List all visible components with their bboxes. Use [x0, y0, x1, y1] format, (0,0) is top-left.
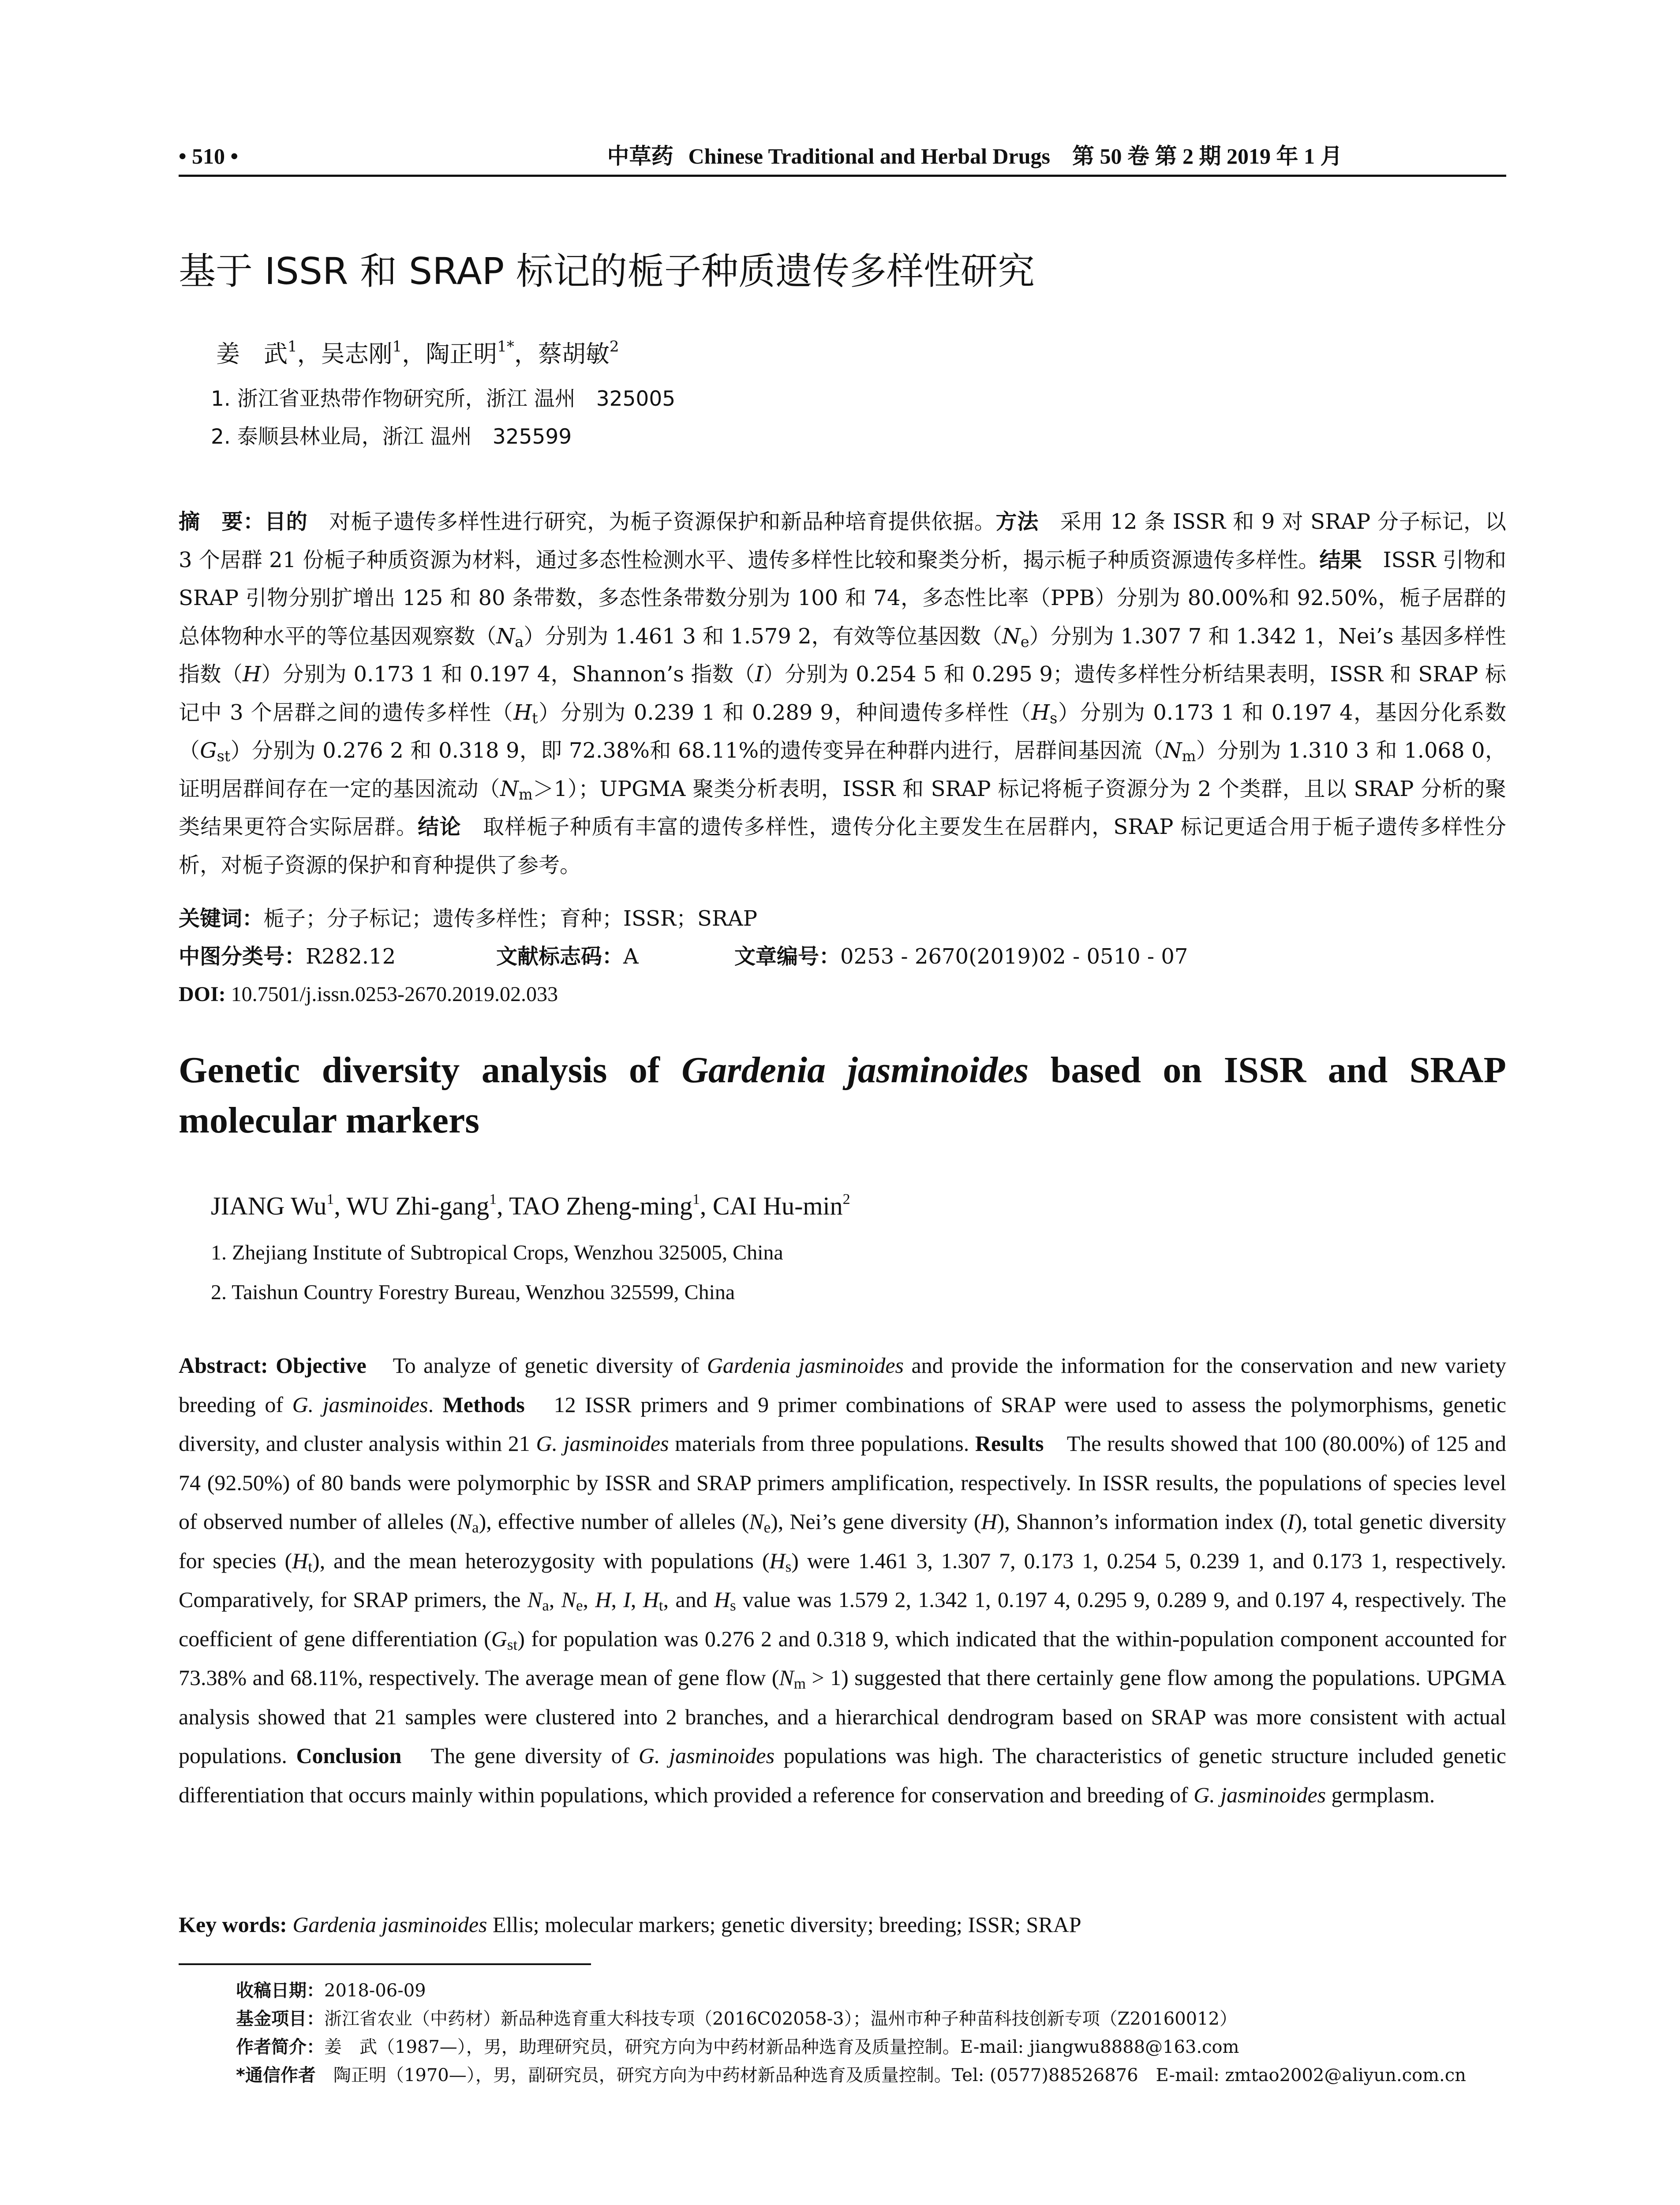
symbol-subscript: st — [507, 1636, 518, 1653]
symbol-subscript: st — [217, 747, 231, 765]
species-name: G. jasminoides — [536, 1431, 669, 1456]
symbol: H — [643, 1587, 659, 1612]
results-text: ）分别为 0.276 2 和 0.318 9，即 72.38%和 68.11%的遗传变异在种群内进行，居群间基因流（ — [230, 738, 1164, 763]
symbol: I — [1287, 1509, 1295, 1534]
objective-label: 目的 — [265, 509, 308, 534]
conclusion-label: 结论 — [418, 815, 461, 839]
affiliation-en: 1. Zhejiang Institute of Subtropical Crops, Wenzhou 325005, China — [211, 1241, 783, 1264]
author-affiliation-mark: 1 — [326, 1191, 334, 1207]
results-text: ）分别为 0.239 1 和 0.289 9，种间遗传多样性（ — [538, 700, 1032, 725]
keywords-text: 栀子；分子标记；遗传多样性；育种；ISSR；SRAP — [263, 906, 758, 931]
abstract-en: Abstract: Objective To analyze of genetic diversity of Gardenia jasminoides and provide the information for the conservation and new variety breeding of G. jasminoides. Methods 12 ISSR primers and 9 primer combinations of SRAP were used to assess the polymorphisms, genetic diversity, and cluster analysis within 21 G. jasminoides materials from three populations. Results The results showed that 100 (80.00%) of 125 and 74 (92.50%) of 80 bands were polymorphic by ISSR and SRAP primers amplification, respectively. In ISSR results, the populations of species level of observed number of alleles $(N_a)$, effective number of alleles $(N_e)$, Nei’s gene diversity (H), Shannon’s information index (I), total genetic diversity for species $(H_t)$, and the mean heterozygosity with populations $(H_s)$ were 1.461 3, 1.307 7, 0.173 1, 0.254 5, 0.239 1, and 0.173 1, respectively. Comparatively, for SRAP primers, the $N_a$, $N_e$, H, I, $H_t$, and $H_s$ value was 1.579 2, 1.342 1, 0.197 4, 0.295 9, 0.289 9, and 0.197 4, respectively. The coefficient of gene differentiation $(G_{st})$ for population was 0.276 2 and 0.318 9, which indicated that the within-population component accounted for 73.38% and 68.11%, respectively. The average mean of gene flow $(N_m > 1)$ suggested that there certainly gene flow among the populations. UPGMA analysis showed that 21 samples were clustered into 2 branches, and a hierarchical dendrogram based on SRAP was more consistent with actual populations. Conclusion The gene diversity of G. jasminoides populations was high. The characteristics of genetic structure included genetic differentiation that occurs mainly within populations, which provided a reference for conservation and breeding of G. jasminoides germplasm. — [179, 1353, 1507, 1807]
journal-name-en: Chinese Traditional and Herbal Drugs — [688, 144, 1050, 168]
results-text: ）分别为 0.173 1 和 0.197 4，基因分化系数（ — [179, 700, 1506, 763]
results-text: , — [630, 1587, 643, 1612]
symbol-subscript: m — [793, 1675, 806, 1692]
results-text: , and — [663, 1587, 714, 1612]
author-name: 吴志刚 — [321, 340, 393, 368]
symbol-subscript: m — [518, 785, 533, 803]
corresponding-label: *通信作者 — [236, 2065, 316, 2085]
results-text: > 1) suggested that there certainly gene flow among the populations. UPGMA analysis showed that 21 samples were clustered into 2 branches, and a hierarchical dendrogram based on SRAP was more consistent with actual populations. — [179, 1665, 1507, 1768]
objective-text: 对栀子遗传多样性进行研究，为栀子资源保护和新品种培育提供依据。 — [329, 509, 996, 534]
objective-text: To analyze of genetic diversity of — [393, 1353, 707, 1378]
symbol-subscript: t — [659, 1597, 663, 1614]
methods-label: 方法 — [995, 509, 1039, 534]
author-name: TAO Zheng-ming — [509, 1192, 692, 1220]
symbol: G — [200, 738, 217, 763]
fund-label: 基金项目： — [236, 2009, 324, 2029]
clc-item — [179, 938, 496, 975]
author-name: CAI Hu-min — [712, 1192, 843, 1220]
symbol: N — [779, 1665, 794, 1690]
symbol-subscript: e — [576, 1597, 583, 1614]
fund-info — [236, 2005, 1515, 2033]
results-text: ), Nei’s gene diversity ( — [771, 1509, 981, 1534]
title-species: Gardenia jasminoides — [681, 1050, 1029, 1091]
results-label: 结果 — [1319, 547, 1362, 572]
fund-value: 浙江省农业（中药材）新品种选育重大科技专项（2016C02058-3）；温州市种子种苗科技创新专项（Z20160012） — [324, 2009, 1237, 2029]
author-affiliation-mark: 1* — [497, 338, 514, 355]
conclusion-text: 取样栀子种质有丰富的遗传多样性，遗传分化主要发生在居群内，SRAP 标记更适合用于栀子遗传多样性分析，对栀子资源的保护和育种提供了参考。 — [179, 815, 1506, 878]
running-header — [179, 140, 1506, 172]
symbol: H — [243, 662, 261, 687]
symbol: N — [527, 1587, 543, 1612]
symbol: N — [561, 1587, 576, 1612]
abstract-objective-label: Abstract: Objective — [179, 1353, 367, 1378]
symbol-subscript: m — [1182, 747, 1196, 765]
results-text: ), effective number of alleles ( — [479, 1509, 749, 1534]
symbol: H — [513, 700, 532, 725]
symbol: N — [500, 776, 519, 801]
abstract-label: 摘 要： — [179, 509, 265, 534]
symbol-subscript: s — [730, 1597, 736, 1614]
results-text: ) for population was 0.276 2 and 0.318 9, which indicated that the within-population component accounted for 73.38% and 68.11%, respectively. The average mean of gene flow ( — [179, 1626, 1506, 1690]
methods-label: Methods — [442, 1392, 525, 1417]
clc-value: R282.12 — [306, 944, 396, 969]
author-affiliation-mark: 2 — [842, 1191, 850, 1207]
conclusion-text: germplasm. — [1326, 1782, 1435, 1807]
symbol: H — [769, 1548, 786, 1573]
author-list-cn: 姜 武$^1$，吴志刚$^1$，陶正明$^{1*}$，蔡胡敏$^2$ — [216, 338, 619, 368]
author-affiliation-mark: 1 — [489, 1191, 497, 1207]
symbol-subscript: t — [532, 709, 538, 727]
author-name: 陶正明 — [426, 340, 498, 368]
symbol: H — [595, 1587, 611, 1612]
doc-code-label: 文献标志码： — [496, 944, 624, 969]
symbol-subscript: s — [785, 1558, 792, 1575]
symbol-subscript: e — [763, 1519, 771, 1536]
symbol: N — [1002, 624, 1021, 649]
footnotes — [236, 1977, 1515, 2089]
affiliation-en: 2. Taishun Country Forestry Bureau, Wenzhou 325599, China — [211, 1281, 735, 1304]
symbol: H — [714, 1587, 730, 1612]
symbol: H — [1031, 700, 1050, 725]
results-label: Results — [975, 1431, 1044, 1456]
conclusion-label: Conclusion — [296, 1743, 402, 1768]
symbol: N — [749, 1509, 764, 1534]
results-text: ISSR 引物和 SRAP 引物分别扩增出 125 和 80 条带数，多态性条带数分别为 100 和 74，多态性比率（PPB）分别为 80.00%和 92.50%，栀子居群的总体物种水平的等位基因观察数（ — [179, 547, 1506, 649]
article-no-label: 文章编号： — [734, 944, 841, 969]
symbol: I — [755, 662, 763, 687]
article-title-en — [179, 1045, 1506, 1146]
received-value: 2018-06-09 — [324, 1981, 426, 2001]
results-text: value was 1.579 2, 1.342 1, 0.197 4, 0.295 9, 0.289 9, and 0.197 4, respectively. The coefficient of gene differentiation ( — [179, 1587, 1507, 1651]
results-text: The results showed that 100 (80.00%) of 125 and 74 (92.50%) of 80 bands were polymorphic by ISSR and SRAP primers amplification, respectively. In ISSR results, the populations of species level of observed number of alleles ( — [179, 1431, 1507, 1534]
corresponding-author — [236, 2061, 1515, 2089]
methods-text: materials from three populations. — [669, 1431, 969, 1456]
doi-label: DOI: — [179, 983, 226, 1006]
journal-name-cn: 中草药 — [607, 143, 673, 169]
symbol: I — [623, 1587, 631, 1612]
symbol: N — [457, 1509, 472, 1534]
author-affiliation-mark: 1 — [288, 338, 297, 355]
doc-code-value: A — [623, 944, 639, 969]
conclusion-text: populations was high. The characteristics of genetic structure included genetic differentiation that occurs mainly within populations, which provided a reference for conservation and breeding of — [179, 1743, 1506, 1807]
methods-text: 12 ISSR primers and 9 primer combinations of SRAP were used to assess the polymorphisms, genetic diversity, and cluster analysis within 21 — [179, 1392, 1507, 1456]
results-text: ) were 1.461 3, 1.307 7, 0.173 1, 0.254 5, 0.239 1, and 0.173 1, respectively. Comparatively, for SRAP primers, the — [179, 1548, 1506, 1612]
affiliation-cn: 2. 泰顺县林业局，浙江 温州 325599 — [211, 425, 572, 449]
results-text: ）分别为 0.254 5 和 0.295 9；遗传多样性分析结果表明，ISSR 和 SRAP 标记中 3 个居群之间的遗传多样性（ — [179, 662, 1506, 725]
title-text: Genetic diversity analysis of — [179, 1050, 682, 1091]
corresponding-value: 陶正明（1970—），男，副研究员，研究方向为中药材新品种选育及质量控制。Tel: (0577)88526876 E-mail: zmtao2002@aliyun.com.cn — [333, 2065, 1466, 2085]
species-name: G. jasminoides — [1194, 1782, 1326, 1807]
affiliation-cn: 1. 浙江省亚热带作物研究所，浙江 温州 325005 — [211, 387, 676, 411]
species-name: G. jasminoides — [638, 1743, 775, 1768]
results-text: ）分别为 1.307 7 和 1.342 1，Nei’s 基因多样性指数（ — [179, 624, 1506, 687]
author-list-en: JIANG Wu$^1$, WU Zhi-gang$^1$, TAO Zheng-ming$^1$, CAI $Hu-\min^2$ — [211, 1191, 850, 1220]
symbol: N — [496, 624, 515, 649]
species-name: Gardenia jasminoides — [292, 1912, 487, 1937]
results-text: ＞1）；UPGMA 聚类分析表明，ISSR 和 SRAP 标记将栀子资源分为 2 个类群，且以 SRAP 分析的聚类结果更符合实际居群。 — [179, 776, 1506, 839]
objective-text: . — [428, 1392, 434, 1417]
symbol-subscript: t — [308, 1558, 313, 1575]
header-rule — [179, 175, 1506, 177]
results-text: ）分别为 1.310 3 和 1.068 0，证明居群间存在一定的基因流动（ — [179, 738, 1506, 801]
symbol-subscript: s — [1050, 709, 1058, 727]
symbol: N — [1163, 738, 1182, 763]
symbol: G — [491, 1626, 507, 1651]
symbol-subscript: a — [515, 633, 524, 650]
symbol-subscript: e — [1020, 633, 1029, 650]
conclusion-text: The gene diversity of — [430, 1743, 639, 1768]
species-name: Gardenia jasminoides — [707, 1353, 904, 1378]
results-text: ), Shannon’s information index ( — [997, 1509, 1287, 1534]
symbol-subscript: a — [542, 1597, 549, 1614]
author-bio — [236, 2033, 1515, 2061]
abstract-cn — [179, 503, 1506, 884]
author-bio-label: 作者简介： — [236, 2037, 324, 2057]
results-text: ), total genetic diversity for species ( — [179, 1509, 1507, 1573]
article-no-item — [734, 938, 1188, 975]
symbol: H — [292, 1548, 308, 1573]
author-affiliation-mark: 1 — [692, 1191, 700, 1207]
article-no-value: 0253 - 2670(2019)02 - 0510 - 07 — [840, 944, 1188, 969]
keywords-label: Key words: — [179, 1912, 287, 1937]
results-text: ), and the mean heterozygosity with populations ( — [312, 1548, 770, 1573]
received-label: 收稿日期： — [236, 1981, 324, 2001]
received-date — [236, 1977, 1515, 2005]
methods-text: 采用 12 条 ISSR 和 9 对 SRAP 分子标记，以 3 个居群 21 份栀子种质资源为材料，通过多态性检测水平、遗传多样性比较和聚类分析，揭示栀子种质资源遗传多样性。 — [179, 509, 1506, 572]
results-text: ）分别为 0.173 1 和 0.197 4，Shannon’s 指数（ — [261, 662, 755, 687]
page-number: • 510 • — [179, 144, 239, 168]
doi-row — [179, 975, 1506, 1013]
doc-code-item — [496, 938, 734, 975]
objective-text: and provide the information for the conservation and new variety breeding of — [179, 1353, 1506, 1417]
symbol: H — [981, 1509, 997, 1534]
author-name: JIANG Wu — [211, 1192, 327, 1220]
article-title-cn: 基于 ISSR 和 SRAP 标记的栀子种质遗传多样性研究 — [179, 250, 1035, 293]
author-name: WU Zhi-gang — [346, 1192, 490, 1220]
title-text: based on ISSR and SRAP molecular markers — [179, 1050, 1506, 1141]
author-name: 姜 武 — [216, 340, 288, 368]
author-bio-value: 姜 武（1987—），男，助理研究员，研究方向为中药材新品种选育及质量控制。E-mail: jiangwu8888@163.com — [324, 2037, 1239, 2057]
keywords-text: Ellis; molecular markers; genetic diversity; breeding; ISSR; SRAP — [487, 1912, 1081, 1937]
keywords-en — [179, 1905, 1506, 1944]
journal-header — [443, 140, 1506, 172]
author-affiliation-mark: 1 — [392, 338, 402, 355]
clc-label: 中图分类号： — [179, 944, 306, 969]
classification-row — [179, 938, 1506, 975]
author-name: 蔡胡敏 — [538, 340, 610, 368]
keywords-cn — [179, 900, 1506, 938]
symbol-subscript: a — [472, 1519, 479, 1536]
keywords-label: 关键词： — [179, 906, 264, 931]
results-text: ）分别为 1.461 3 和 1.579 2，有效等位基因数（ — [524, 624, 1002, 649]
doi-value: 10.7501/j.issn.0253-2670.2019.02.033 — [231, 983, 558, 1006]
journal-issue: 第 50 卷 第 2 期 2019 年 1 月 — [1072, 144, 1343, 168]
species-name: G. jasminoides — [292, 1392, 428, 1417]
footnote-rule — [179, 1963, 591, 1965]
author-affiliation-mark: 2 — [609, 338, 619, 355]
